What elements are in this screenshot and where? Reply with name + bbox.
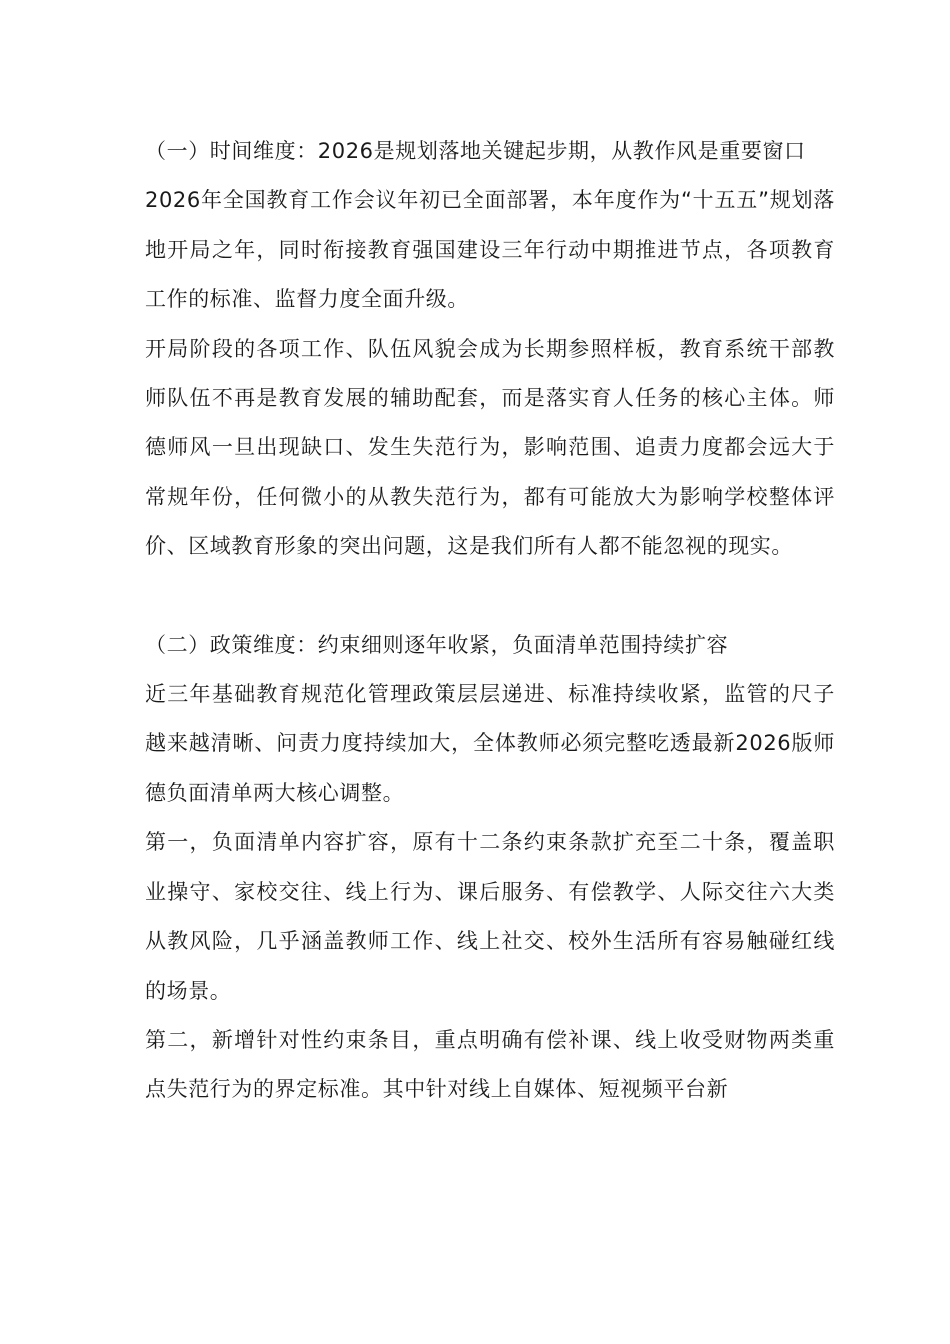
document-body bbox=[145, 127, 835, 1115]
section-1-heading: （一）时间维度：2026是规划落地关键起步期，从教作风是重要窗口 bbox=[145, 139, 806, 163]
section-2-paragraph-3: 第二，新增针对性约束条目，重点明确有偿补课、线上收受财物两类重点失范行为的界定标准。其中针对线上自媒体、短视频平台新 bbox=[145, 1027, 835, 1102]
section-2-paragraph-1: 近三年基础教育规范化管理政策层层递进、标准持续收紧，监管的尺子越来越清晰、问责力度持续加大，全体教师必须完整吃透最新2026版师德负面清单两大核心调整。 bbox=[145, 682, 835, 805]
section-spacer bbox=[145, 572, 835, 621]
section-1-paragraph-2: 开局阶段的各项工作、队伍风貌会成为长期参照样板，教育系统干部教师队伍不再是教育发展的辅助配套，而是落实育人任务的核心主体。师德师风一旦出现缺口、发生失范行为，影响范围、追责力度都会远大于常规年份，任何微小的从教失范行为，都有可能放大为影响学校整体评价、区域教育形象的突出问题，这是我们所有人都不能忽视的现实。 bbox=[145, 336, 835, 559]
section-2-heading: （二）政策维度：约束细则逐年收紧，负面清单范围持续扩容 bbox=[145, 632, 729, 657]
section-2-paragraph-2: 第一，负面清单内容扩容，原有十二条约束条款扩充至二十条，覆盖职业操守、家校交往、线上行为、课后服务、有偿教学、人际交往六大类从教风险，几乎涵盖教师工作、线上社交、校外生活所有容易触碰红线的场景。 bbox=[145, 830, 835, 1003]
section-1-paragraph-1: 2026年全国教育工作会议年初已全面部署，本年度作为“十五五”规划落地开局之年，同时衔接教育强国建设三年行动中期推进节点，各项教育工作的标准、监督力度全面升级。 bbox=[145, 188, 835, 312]
